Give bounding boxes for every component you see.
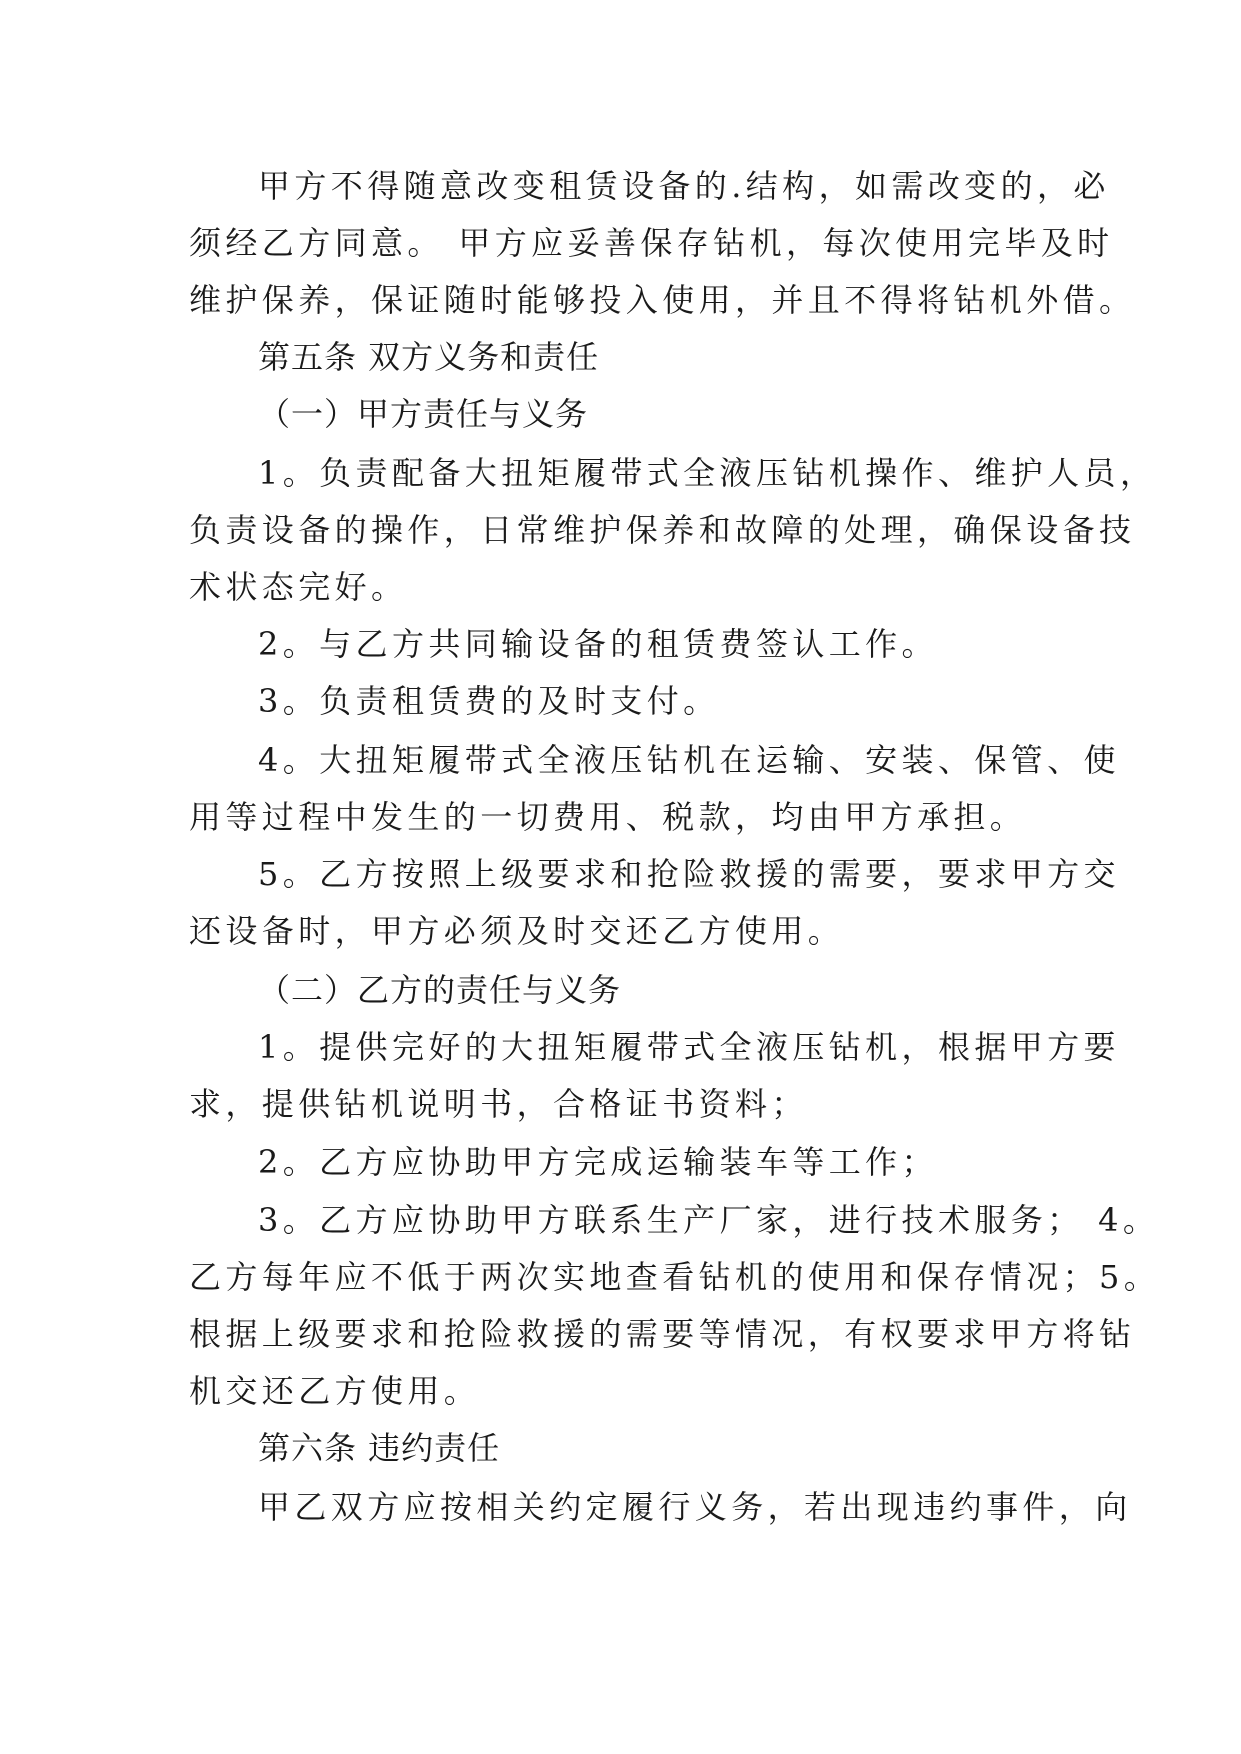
paragraph-line: 术状态完好。 <box>189 568 408 606</box>
subsection-heading: （一）甲方责任与义务 <box>258 395 589 433</box>
paragraph-line: 求，提供钻机说明书，合格证书资料； <box>189 1085 808 1123</box>
paragraph-line: 维护保养，保证随时能够投入使用，并且不得将钻机外借。 <box>189 281 1136 319</box>
list-item: 3。负责租赁费的及时支付。 <box>258 682 720 720</box>
list-item: 4。大扭矩履带式全液压钻机在运输、安装、保管、使 <box>258 741 1120 779</box>
list-item: 3。乙方应协助甲方联系生产厂家，进行技术服务； 4。 <box>258 1201 1160 1239</box>
paragraph-line: 乙方每年应不低于两次实地查看钻机的使用和保存情况；5。 <box>189 1258 1161 1296</box>
paragraph-line: 用等过程中发生的一切费用、税款，均由甲方承担。 <box>189 798 1027 836</box>
paragraph-line: 负责设备的操作，日常维护保养和故障的处理，确保设备技 <box>189 511 1136 549</box>
subsection-heading: （二）乙方的责任与义务 <box>258 971 622 1009</box>
section-heading: 第五条 双方义务和责任 <box>258 338 600 376</box>
list-item: 2。与乙方共同输设备的租赁费签认工作。 <box>258 625 938 663</box>
paragraph-line: 还设备时，甲方必须及时交还乙方使用。 <box>189 912 845 950</box>
list-item: 1。提供完好的大扭矩履带式全液压钻机，根据甲方要 <box>258 1028 1120 1066</box>
paragraph-line: 根据上级要求和抢险救援的需要等情况，有权要求甲方将钻 <box>189 1315 1136 1353</box>
paragraph-line: 甲乙双方应按相关约定履行义务，若出现违约事件，向 <box>258 1488 1132 1526</box>
list-item: 1。负责配备大扭矩履带式全液压钻机操作、维护人员， <box>258 454 1157 492</box>
list-item: 2。乙方应协助甲方完成运输装车等工作； <box>258 1143 938 1181</box>
list-item: 5。乙方按照上级要求和抢险救援的需要，要求甲方交 <box>258 855 1120 893</box>
paragraph-line: 甲方不得随意改变租赁设备的.结构，如需改变的，必 <box>258 167 1110 205</box>
paragraph-line: 须经乙方同意。 甲方应妥善保存钻机，每次使用完毕及时 <box>189 224 1114 262</box>
paragraph-line: 机交还乙方使用。 <box>189 1372 481 1410</box>
section-heading: 第六条 违约责任 <box>258 1429 501 1467</box>
